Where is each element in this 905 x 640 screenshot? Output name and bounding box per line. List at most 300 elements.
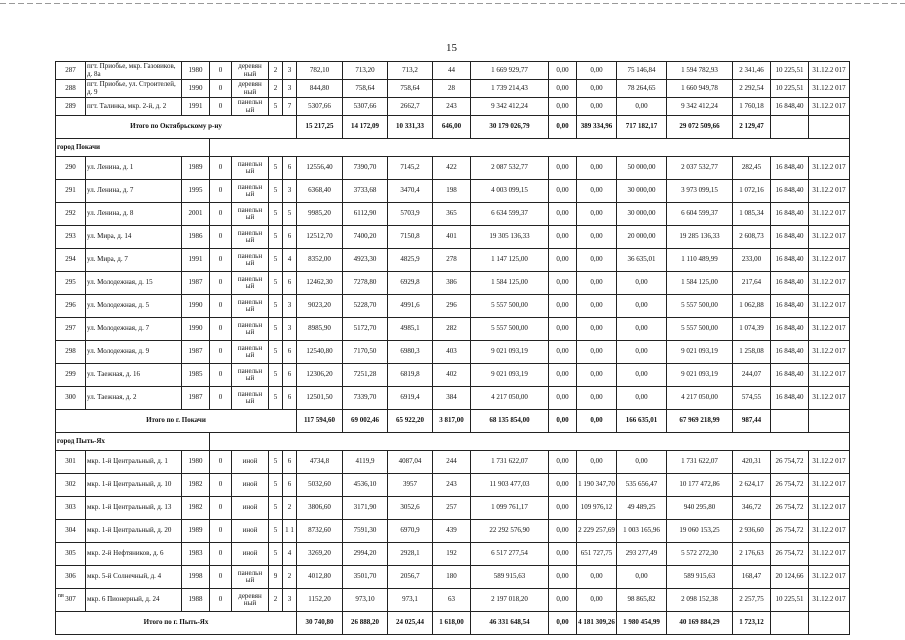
value-cell-c11: 16 848,40 [771, 295, 809, 318]
value-cell-c11: 26 754,72 [771, 543, 809, 566]
group-empty-cell [210, 433, 850, 451]
floors-cell: 5 [269, 451, 283, 474]
year-cell: 1989 [182, 157, 210, 180]
value-cell-c1: 844,80 [297, 80, 343, 98]
floors-cell: 5 [269, 341, 283, 364]
value-cell-c4: 192 [433, 543, 471, 566]
value-cell-c6: 0,00 [549, 295, 577, 318]
value-cell-c4: 278 [433, 249, 471, 272]
table-row [56, 226, 850, 249]
value-cell-c9: 940 295,80 [667, 497, 733, 520]
value-cell-c12: 31.12.2 017 [809, 98, 850, 116]
value-cell-c10: 574,55 [733, 387, 771, 410]
value-cell-c5: 5 557 500,00 [471, 295, 549, 318]
address-cell: мкр. 1-й Центральный, д. 13 [86, 497, 182, 520]
wall-material-cell: панельн ый [232, 364, 269, 387]
zero-cell: 0 [210, 62, 232, 80]
value-cell-c1: 12556,40 [297, 157, 343, 180]
total-value-cell-c4: 3 817,00 [433, 410, 471, 433]
value-cell-c5: 5 557 500,00 [471, 318, 549, 341]
floors-cell: 5 [269, 318, 283, 341]
value-cell-c2: 5307,66 [343, 98, 388, 116]
total-value-cell-c1: 30 740,80 [297, 612, 343, 635]
value-cell-c10: 217,64 [733, 272, 771, 295]
value-cell-c3: 3052,6 [388, 497, 433, 520]
value-cell-c10: 2 292,54 [733, 80, 771, 98]
value-cell-c10: 2 341,46 [733, 62, 771, 80]
value-cell-c9: 19 060 153,25 [667, 520, 733, 543]
year-cell: 1987 [182, 341, 210, 364]
floors-cell: 9 [269, 566, 283, 589]
year-cell: 1980 [182, 451, 210, 474]
value-cell-c4: 28 [433, 80, 471, 98]
value-cell-c7: 0,00 [577, 364, 617, 387]
value-cell-c1: 8352,00 [297, 249, 343, 272]
total-label-cell: Итого по г. Покачи [56, 410, 297, 433]
zero-cell: 0 [210, 589, 232, 612]
total-value-cell-c2: 14 172,09 [343, 116, 388, 139]
value-cell-c2: 4536,10 [343, 474, 388, 497]
value-cell-c6: 0,00 [549, 318, 577, 341]
floors-cell: 5 [269, 364, 283, 387]
value-cell-c1: 12462,30 [297, 272, 343, 295]
value-cell-c5: 6 634 599,37 [471, 203, 549, 226]
value-cell-c7: 0,00 [577, 157, 617, 180]
floors-cell: 2 [269, 589, 283, 612]
value-cell-c1: 12306,20 [297, 364, 343, 387]
zero-cell: 0 [210, 203, 232, 226]
table-row [56, 474, 850, 497]
value-cell-c10: 2 936,60 [733, 520, 771, 543]
floors-cell: 5 [269, 474, 283, 497]
value-cell-c6: 0,00 [549, 520, 577, 543]
value-cell-c3: 4087,04 [388, 451, 433, 474]
total-value-cell-c5: 46 331 648,54 [471, 612, 549, 635]
value-cell-c5: 9 021 093,19 [471, 364, 549, 387]
table-row [56, 318, 850, 341]
page-number: 15 [446, 42, 457, 54]
value-cell-c2: 3501,70 [343, 566, 388, 589]
value-cell-c5: 9 021 093,19 [471, 341, 549, 364]
value-cell-c10: 233,00 [733, 249, 771, 272]
value-cell-c9: 9 021 093,19 [667, 364, 733, 387]
value-cell-c11: 16 848,40 [771, 318, 809, 341]
value-cell-c4: 44 [433, 62, 471, 80]
address-cell: ул. Мира, д. 7 [86, 249, 182, 272]
floors-cell: 2 [269, 62, 283, 80]
zero-cell: 0 [210, 543, 232, 566]
entrances-cell: 3 [283, 62, 297, 80]
entrances-cell: 6 [283, 226, 297, 249]
total-value-cell-c11 [771, 116, 809, 139]
value-cell-c7: 0,00 [577, 566, 617, 589]
value-cell-c7: 0,00 [577, 387, 617, 410]
table-row [56, 451, 850, 474]
value-cell-c7: 0,00 [577, 589, 617, 612]
total-value-cell-c3: 24 025,44 [388, 612, 433, 635]
entrances-cell: 3 [283, 318, 297, 341]
year-cell: 1987 [182, 387, 210, 410]
value-cell-c5: 1 584 125,00 [471, 272, 549, 295]
floors-cell: 5 [269, 249, 283, 272]
address-cell: мкр. 2-й Нефтяников, д. 6 [86, 543, 182, 566]
scan-top-edge [0, 3, 905, 4]
row-number-cell: 300 [56, 387, 86, 410]
value-cell-c8: 30 000,00 [617, 180, 667, 203]
value-cell-c10: 346,72 [733, 497, 771, 520]
value-cell-c4: 296 [433, 295, 471, 318]
value-cell-c6: 0,00 [549, 157, 577, 180]
total-value-cell-c7: 0,00 [577, 410, 617, 433]
value-cell-c4: 402 [433, 364, 471, 387]
total-value-cell-c3: 10 331,33 [388, 116, 433, 139]
value-cell-c10: 1 760,18 [733, 98, 771, 116]
value-cell-c9: 5 557 500,00 [667, 318, 733, 341]
value-cell-c6: 0,00 [549, 497, 577, 520]
floors-cell: 5 [269, 180, 283, 203]
total-value-cell-c6: 0,00 [549, 410, 577, 433]
entrances-cell: 6 [283, 272, 297, 295]
address-cell: ул. Ленина, д. 8 [86, 203, 182, 226]
total-value-cell-c10: 987,44 [733, 410, 771, 433]
value-cell-c3: 3470,4 [388, 180, 433, 203]
row-number-cell: 301 [56, 451, 86, 474]
total-row [56, 410, 850, 433]
zero-cell: 0 [210, 497, 232, 520]
value-cell-c2: 5172,70 [343, 318, 388, 341]
value-cell-c7: 0,00 [577, 62, 617, 80]
value-cell-c4: 439 [433, 520, 471, 543]
value-cell-c12: 31.12.2 017 [809, 249, 850, 272]
value-cell-c12: 31.12.2 017 [809, 387, 850, 410]
value-cell-c12: 31.12.2 017 [809, 520, 850, 543]
value-cell-c9: 589 915,63 [667, 566, 733, 589]
value-cell-c4: 386 [433, 272, 471, 295]
year-cell: 1983 [182, 543, 210, 566]
zero-cell: 0 [210, 98, 232, 116]
value-cell-c2: 4119,9 [343, 451, 388, 474]
zero-cell: 0 [210, 474, 232, 497]
floors-cell: 5 [269, 203, 283, 226]
value-cell-c12: 31.12.2 017 [809, 62, 850, 80]
value-cell-c12: 31.12.2 017 [809, 364, 850, 387]
row-number-cell: 293 [56, 226, 86, 249]
value-cell-c3: 3957 [388, 474, 433, 497]
value-cell-c12: 31.12.2 017 [809, 451, 850, 474]
footer-mark: nв [58, 593, 64, 599]
entrances-cell: 6 [283, 157, 297, 180]
entrances-cell: 1 1 [283, 520, 297, 543]
value-cell-c4: 198 [433, 180, 471, 203]
zero-cell: 0 [210, 157, 232, 180]
value-cell-c7: 109 976,12 [577, 497, 617, 520]
value-cell-c9: 5 572 272,30 [667, 543, 733, 566]
value-cell-c4: 401 [433, 226, 471, 249]
value-cell-c2: 4923,30 [343, 249, 388, 272]
value-cell-c11: 16 848,40 [771, 98, 809, 116]
entrances-cell: 6 [283, 341, 297, 364]
value-cell-c2: 7339,70 [343, 387, 388, 410]
table-row [56, 589, 850, 612]
value-cell-c8: 1 003 165,96 [617, 520, 667, 543]
value-cell-c11: 10 225,51 [771, 80, 809, 98]
row-number-cell: 288 [56, 80, 86, 98]
value-cell-c1: 782,10 [297, 62, 343, 80]
value-cell-c8: 0,00 [617, 272, 667, 295]
value-cell-c4: 243 [433, 474, 471, 497]
value-cell-c11: 26 754,72 [771, 497, 809, 520]
total-value-cell-c4: 1 618,00 [433, 612, 471, 635]
value-cell-c6: 0,00 [549, 272, 577, 295]
value-cell-c2: 7390,70 [343, 157, 388, 180]
value-cell-c2: 7591,30 [343, 520, 388, 543]
value-cell-c8: 0,00 [617, 387, 667, 410]
value-cell-c11: 16 848,40 [771, 272, 809, 295]
value-cell-c11: 16 848,40 [771, 387, 809, 410]
year-cell: 1982 [182, 474, 210, 497]
table-row [56, 566, 850, 589]
address-cell: ул. Мира, д. 14 [86, 226, 182, 249]
value-cell-c12: 31.12.2 017 [809, 203, 850, 226]
wall-material-cell: панельн ый [232, 203, 269, 226]
value-cell-c4: 243 [433, 98, 471, 116]
zero-cell: 0 [210, 451, 232, 474]
value-cell-c8: 36 635,01 [617, 249, 667, 272]
total-value-cell-c7: 4 181 309,26 [577, 612, 617, 635]
value-cell-c12: 31.12.2 017 [809, 80, 850, 98]
group-header-row [56, 433, 850, 451]
wall-material-cell: панельн ый [232, 180, 269, 203]
total-value-cell-c10: 2 129,47 [733, 116, 771, 139]
value-cell-c7: 0,00 [577, 249, 617, 272]
floors-cell: 2 [269, 80, 283, 98]
value-cell-c12: 31.12.2 017 [809, 497, 850, 520]
value-cell-c9: 1 584 125,00 [667, 272, 733, 295]
value-cell-c2: 6112,90 [343, 203, 388, 226]
wall-material-cell: панельн ый [232, 341, 269, 364]
row-number-cell: 292 [56, 203, 86, 226]
value-cell-c2: 3171,90 [343, 497, 388, 520]
wall-material-cell: деревян ный [232, 589, 269, 612]
row-number-cell: 290 [56, 157, 86, 180]
table-row [56, 295, 850, 318]
wall-material-cell: иной [232, 543, 269, 566]
value-cell-c3: 2056,7 [388, 566, 433, 589]
value-cell-c1: 8985,90 [297, 318, 343, 341]
value-cell-c3: 713,2 [388, 62, 433, 80]
total-row [56, 116, 850, 139]
value-cell-c6: 0,00 [549, 364, 577, 387]
value-cell-c5: 11 903 477,03 [471, 474, 549, 497]
value-cell-c8: 0,00 [617, 98, 667, 116]
wall-material-cell: панельн ый [232, 226, 269, 249]
total-label-cell: Итого по г. Пыть-Ях [56, 612, 297, 635]
value-cell-c6: 0,00 [549, 226, 577, 249]
table-row [56, 497, 850, 520]
value-cell-c12: 31.12.2 017 [809, 157, 850, 180]
value-cell-c7: 0,00 [577, 180, 617, 203]
value-cell-c2: 5228,70 [343, 295, 388, 318]
total-value-cell-c6: 0,00 [549, 116, 577, 139]
address-cell: пгт. Приобье, ул. Строителей, д. 9 [86, 80, 182, 98]
year-cell: 1988 [182, 589, 210, 612]
value-cell-c2: 758,64 [343, 80, 388, 98]
floors-cell: 5 [269, 520, 283, 543]
value-cell-c1: 1152,20 [297, 589, 343, 612]
value-cell-c11: 16 848,40 [771, 203, 809, 226]
table-row [56, 543, 850, 566]
entrances-cell: 5 [283, 203, 297, 226]
value-cell-c1: 8732,60 [297, 520, 343, 543]
value-cell-c5: 19 305 136,33 [471, 226, 549, 249]
value-cell-c1: 3806,60 [297, 497, 343, 520]
value-cell-c9: 5 557 500,00 [667, 295, 733, 318]
value-cell-c12: 31.12.2 017 [809, 474, 850, 497]
wall-material-cell: деревян ный [232, 80, 269, 98]
value-cell-c2: 2994,20 [343, 543, 388, 566]
value-cell-c1: 12512,70 [297, 226, 343, 249]
floors-cell: 5 [269, 295, 283, 318]
total-value-cell-c7: 389 334,96 [577, 116, 617, 139]
value-cell-c8: 49 489,25 [617, 497, 667, 520]
table-row [56, 157, 850, 180]
value-cell-c3: 2662,7 [388, 98, 433, 116]
table-body [56, 62, 850, 635]
value-cell-c11: 16 848,40 [771, 249, 809, 272]
table-row [56, 249, 850, 272]
value-cell-c7: 1 190 347,70 [577, 474, 617, 497]
entrances-cell: 6 [283, 387, 297, 410]
total-value-cell-c10: 1 723,12 [733, 612, 771, 635]
value-cell-c6: 0,00 [549, 203, 577, 226]
total-value-cell-c3: 65 922,20 [388, 410, 433, 433]
entrances-cell: 4 [283, 249, 297, 272]
row-number-cell: 291 [56, 180, 86, 203]
address-cell: ул. Ленина, д. 7 [86, 180, 182, 203]
value-cell-c3: 973,1 [388, 589, 433, 612]
address-cell: мкр. 1-й Центральный, д. 1 [86, 451, 182, 474]
value-cell-c1: 6368,40 [297, 180, 343, 203]
value-cell-c4: 282 [433, 318, 471, 341]
value-cell-c2: 3733,68 [343, 180, 388, 203]
zero-cell: 0 [210, 272, 232, 295]
value-cell-c11: 16 848,40 [771, 157, 809, 180]
value-cell-c3: 758,64 [388, 80, 433, 98]
value-cell-c4: 63 [433, 589, 471, 612]
value-cell-c12: 31.12.2 017 [809, 180, 850, 203]
table-row [56, 62, 850, 80]
value-cell-c8: 50 000,00 [617, 157, 667, 180]
value-cell-c9: 1 110 489,99 [667, 249, 733, 272]
value-cell-c12: 31.12.2 017 [809, 341, 850, 364]
row-number-cell: 304 [56, 520, 86, 543]
value-cell-c6: 0,00 [549, 589, 577, 612]
value-cell-c4: 422 [433, 157, 471, 180]
entrances-cell: 6 [283, 474, 297, 497]
table-row [56, 180, 850, 203]
value-cell-c7: 0,00 [577, 295, 617, 318]
value-cell-c9: 1 731 622,07 [667, 451, 733, 474]
value-cell-c11: 16 848,40 [771, 180, 809, 203]
value-cell-c3: 7150,8 [388, 226, 433, 249]
value-cell-c2: 7251,28 [343, 364, 388, 387]
value-cell-c10: 2 608,73 [733, 226, 771, 249]
value-cell-c9: 3 973 099,15 [667, 180, 733, 203]
value-cell-c10: 282,45 [733, 157, 771, 180]
value-cell-c11: 10 225,51 [771, 589, 809, 612]
value-cell-c7: 0,00 [577, 318, 617, 341]
value-cell-c3: 6980,3 [388, 341, 433, 364]
value-cell-c2: 7278,80 [343, 272, 388, 295]
value-cell-c6: 0,00 [549, 80, 577, 98]
value-cell-c6: 0,00 [549, 62, 577, 80]
value-cell-c3: 6919,4 [388, 387, 433, 410]
value-cell-c9: 6 604 599,37 [667, 203, 733, 226]
zero-cell: 0 [210, 318, 232, 341]
table-row [56, 520, 850, 543]
total-value-cell-c8: 1 980 454,99 [617, 612, 667, 635]
value-cell-c7: 0,00 [577, 272, 617, 295]
wall-material-cell: панельн ый [232, 387, 269, 410]
row-number-cell: 297 [56, 318, 86, 341]
year-cell: 1991 [182, 98, 210, 116]
row-number-cell: 302 [56, 474, 86, 497]
zero-cell: 0 [210, 295, 232, 318]
address-cell: пгт. Талинка, мкр. 2-й, д. 2 [86, 98, 182, 116]
floors-cell: 5 [269, 497, 283, 520]
value-cell-c5: 9 342 412,24 [471, 98, 549, 116]
row-number-cell: 295 [56, 272, 86, 295]
value-cell-c6: 0,00 [549, 566, 577, 589]
floors-cell: 5 [269, 543, 283, 566]
year-cell: 1995 [182, 180, 210, 203]
year-cell: 1991 [182, 249, 210, 272]
value-cell-c5: 1 739 214,43 [471, 80, 549, 98]
value-cell-c5: 22 292 576,90 [471, 520, 549, 543]
value-cell-c3: 5703,9 [388, 203, 433, 226]
group-empty-cell [210, 139, 850, 157]
row-number-cell: 306 [56, 566, 86, 589]
total-value-cell-c12 [809, 612, 850, 635]
total-value-cell-c9: 40 169 884,29 [667, 612, 733, 635]
group-label-cell: город Покачи [56, 139, 210, 157]
zero-cell: 0 [210, 249, 232, 272]
value-cell-c2: 7400,20 [343, 226, 388, 249]
value-cell-c6: 0,00 [549, 451, 577, 474]
value-cell-c1: 3269,20 [297, 543, 343, 566]
value-cell-c10: 168,47 [733, 566, 771, 589]
value-cell-c9: 1 660 949,78 [667, 80, 733, 98]
value-cell-c10: 2 257,75 [733, 589, 771, 612]
wall-material-cell: иной [232, 497, 269, 520]
value-cell-c8: 0,00 [617, 341, 667, 364]
value-cell-c4: 180 [433, 566, 471, 589]
value-cell-c11: 10 225,51 [771, 62, 809, 80]
value-cell-c11: 26 754,72 [771, 474, 809, 497]
total-value-cell-c1: 15 217,25 [297, 116, 343, 139]
floors-cell: 5 [269, 387, 283, 410]
year-cell: 1989 [182, 520, 210, 543]
value-cell-c12: 31.12.2 017 [809, 566, 850, 589]
value-cell-c5: 2 197 018,20 [471, 589, 549, 612]
row-number-cell: 303 [56, 497, 86, 520]
value-cell-c4: 403 [433, 341, 471, 364]
value-cell-c8: 293 277,49 [617, 543, 667, 566]
total-value-cell-c11 [771, 410, 809, 433]
value-cell-c10: 420,31 [733, 451, 771, 474]
value-cell-c9: 9 021 093,19 [667, 341, 733, 364]
value-cell-c11: 16 848,40 [771, 341, 809, 364]
